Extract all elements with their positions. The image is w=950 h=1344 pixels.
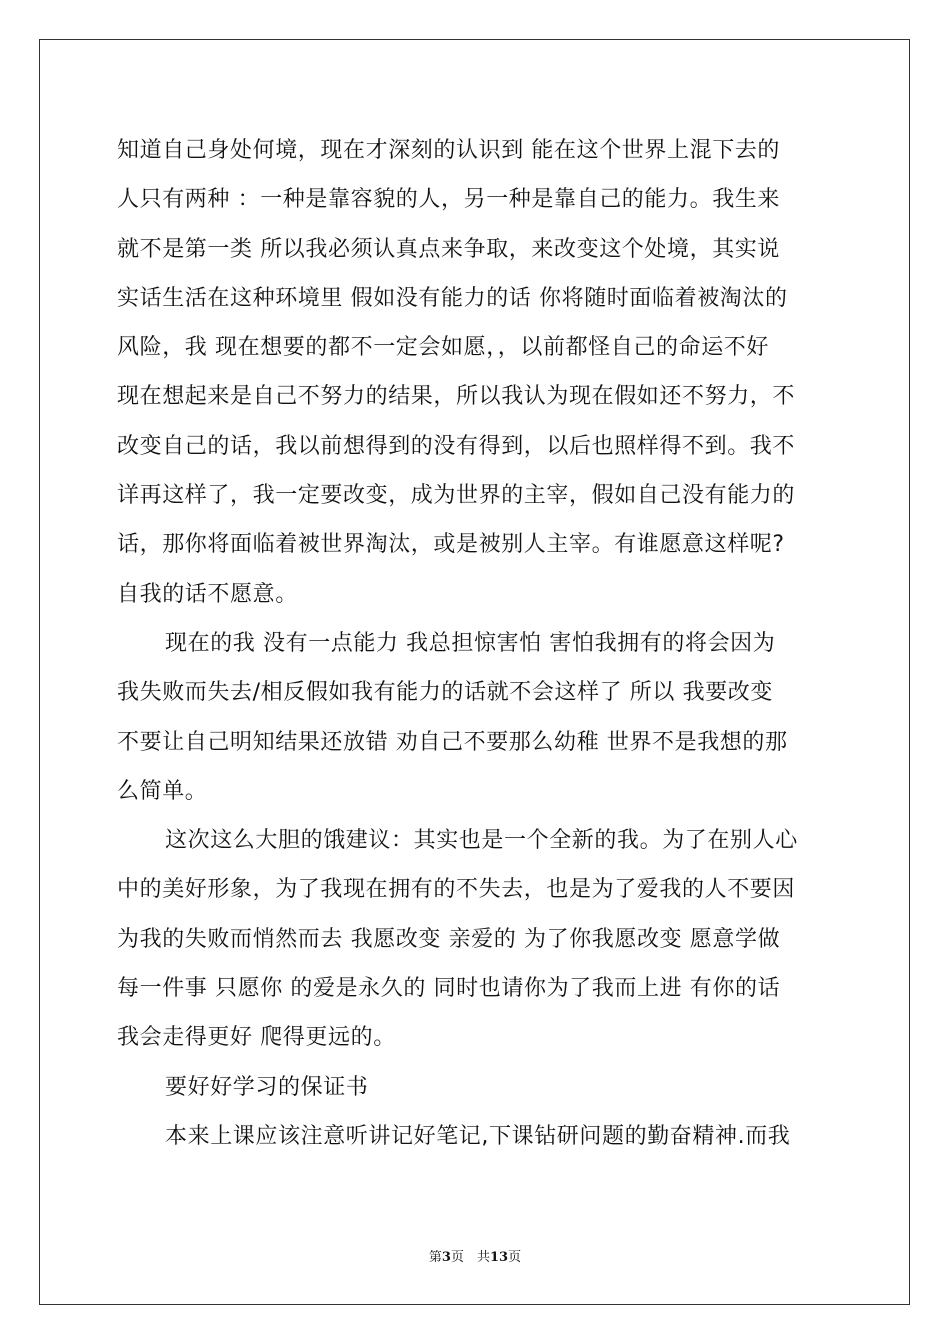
text-line: 不要让自己明知结果还放错 劝自己不要那么幼稚 世界不是我想的那 — [117, 729, 788, 755]
text-line: 话，那你将面临着被世界淘汰，或是被别人主宰。有谁愿意这样呢? — [117, 532, 785, 558]
text-line: 中的美好形象，为了我现在拥有的不失去，也是为了爱我的人不要因 — [117, 877, 796, 903]
text-line: 本来上课应该注意听讲记好笔记,下课钻研问题的勤奋精神.而我 — [165, 1123, 791, 1149]
footer-current-page: 3 — [441, 1250, 451, 1265]
text-line: 现在的我 没有一点能力 我总担惊害怕 害怕我拥有的将会因为 — [165, 630, 776, 656]
text-line: 知道自己身处何境，现在才深刻的认识到 能在这个世界上混下去的 — [117, 138, 780, 163]
text-line: 自我的话不愿意。 — [117, 581, 298, 607]
text-line: 人只有两种 ：一种是靠容貌的人，另一种是靠自己的能力。我生来 — [117, 187, 780, 213]
document-body — [117, 126, 837, 1161]
text-line: 每一件事 只愿你 的爱是永久的 同时也请你为了我而上进 有你的话 — [117, 976, 781, 1002]
text-line: 就不是第一类 所以我必须认真点来争取，来改变这个处境，其实说 — [117, 236, 780, 262]
text-line: 风险，我 现在想要的都不一定会如愿，，以前都怪自己的命运不好 — [117, 335, 769, 361]
footer-middle: 页 共 — [450, 1250, 490, 1265]
footer-total-pages: 13 — [489, 1250, 509, 1265]
text-line: 为我的失败而悄然而去 我愿改变 亲爱的 为了你我愿改变 愿意学做 — [117, 926, 781, 952]
page-footer — [0, 1246, 950, 1265]
text-line: 详再这样了，我一定要改变，成为世界的主宰，假如自己没有能力的 — [117, 483, 796, 509]
text-line: 我会走得更好 爬得更远的。 — [117, 1025, 396, 1051]
text-line: 么简单。 — [117, 778, 208, 804]
footer-prefix: 第 — [428, 1250, 442, 1265]
footer-suffix: 页 — [508, 1250, 522, 1265]
text-line: 要好好学习的保证书 — [165, 1074, 369, 1100]
text-line: 这次这么大胆的饿建议：其实也是一个全新的我。为了在别人心 — [165, 828, 798, 854]
text-line: 实话生活在这种环境里 假如没有能力的话 你将随时面临着被淘汰的 — [117, 285, 788, 311]
text-line: 改变自己的话，我以前想得到的没有得到，以后也照样得不到。我不 — [117, 433, 796, 459]
text-line: 现在想起来是自己不努力的结果，所以我认为现在假如还不努力，不 — [117, 384, 796, 410]
text-line: 我失败而失去/相反假如我有能力的话就不会这样了 所以 我要改变 — [117, 680, 774, 706]
